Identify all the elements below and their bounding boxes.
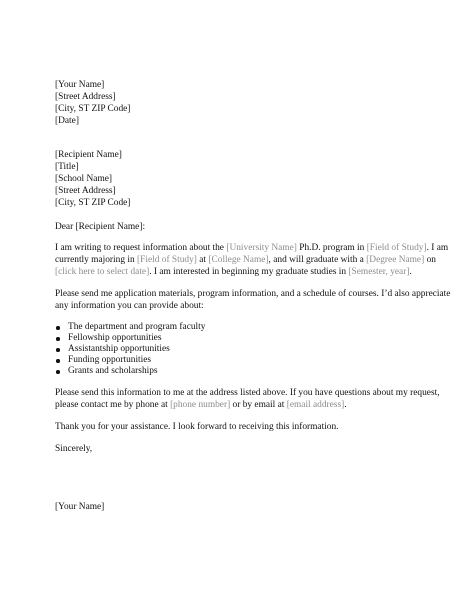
paragraph-request (55, 288, 451, 312)
recipient-school[interactable]: [School Name] (55, 174, 113, 184)
bullet-icon (56, 370, 60, 374)
contact-line-1: Please send this information to me at the address listed above. If you have questions about my request, (55, 388, 440, 398)
semester-year-placeholder[interactable]: [Semester, year] (348, 267, 410, 277)
recipient-street[interactable]: [Street Address] (55, 186, 116, 196)
bullet-icon (56, 326, 60, 330)
sender-street[interactable]: [Street Address] (55, 92, 116, 102)
bullet-icon (56, 348, 60, 352)
intro-line-3: [click here to select date]. I am interested in beginning my graduate studies in [Semester, year]. (55, 267, 412, 277)
paragraph-intro (55, 242, 449, 278)
college-name-placeholder[interactable]: [College Name] (208, 255, 269, 265)
recipient-name[interactable]: [Recipient Name] (55, 150, 122, 160)
closing: Sincerely, (55, 444, 93, 454)
intro-line-1: I am writing to request information about the [University Name] Ph.D. program in [Field of Study]. I am (55, 243, 449, 253)
sender-city[interactable]: [City, ST ZIP Code] (55, 104, 131, 114)
paragraph-thanks: Thank you for your assistance. I look forward to receiving this information. (55, 422, 339, 432)
email-address-placeholder[interactable]: [email address] (286, 400, 345, 410)
contact-line-2: please contact me by phone at [phone number] or by email at [email address]. (55, 400, 347, 410)
list-item: Funding opportunities (55, 355, 427, 366)
sender-address (55, 79, 427, 127)
university-name-placeholder[interactable]: [University Name] (226, 243, 297, 253)
paragraph-contact (55, 387, 440, 411)
list-item: Fellowship opportunities (55, 333, 427, 344)
bullet-icon (56, 359, 60, 363)
list-item: The department and program faculty (55, 322, 427, 333)
sender-name[interactable]: [Your Name] (55, 80, 105, 90)
signature-name[interactable]: [Your Name] (55, 502, 105, 512)
recipient-address (55, 149, 427, 209)
request-line-2: any information you can provide about: (55, 301, 204, 311)
major-field-placeholder[interactable]: [Field of Study] (137, 255, 197, 265)
phone-number-placeholder[interactable]: [phone number] (170, 400, 231, 410)
recipient-title[interactable]: [Title] (55, 162, 79, 172)
list-item: Assistantship opportunities (55, 344, 427, 355)
degree-name-placeholder[interactable]: [Degree Name] (366, 255, 425, 265)
request-line-1: Please send me application materials, program information, and a schedule of courses. I’d also appreciate (55, 289, 451, 299)
list-item: Grants and scholarships (55, 366, 427, 377)
graduation-date-picker[interactable]: [click here to select date] (55, 267, 150, 277)
field-of-study-placeholder[interactable]: [Field of Study] (366, 243, 427, 253)
bullet-icon (56, 337, 60, 341)
recipient-city[interactable]: [City, ST ZIP Code] (55, 198, 131, 208)
salutation[interactable]: Dear [Recipient Name]: (55, 222, 146, 232)
topics-bullet-list (55, 322, 427, 377)
letter-page (55, 79, 451, 513)
intro-line-2: currently majoring in [Field of Study] at [College Name], and will graduate with a [Degree Name] on (55, 255, 436, 265)
letter-date[interactable]: [Date] (55, 116, 79, 126)
